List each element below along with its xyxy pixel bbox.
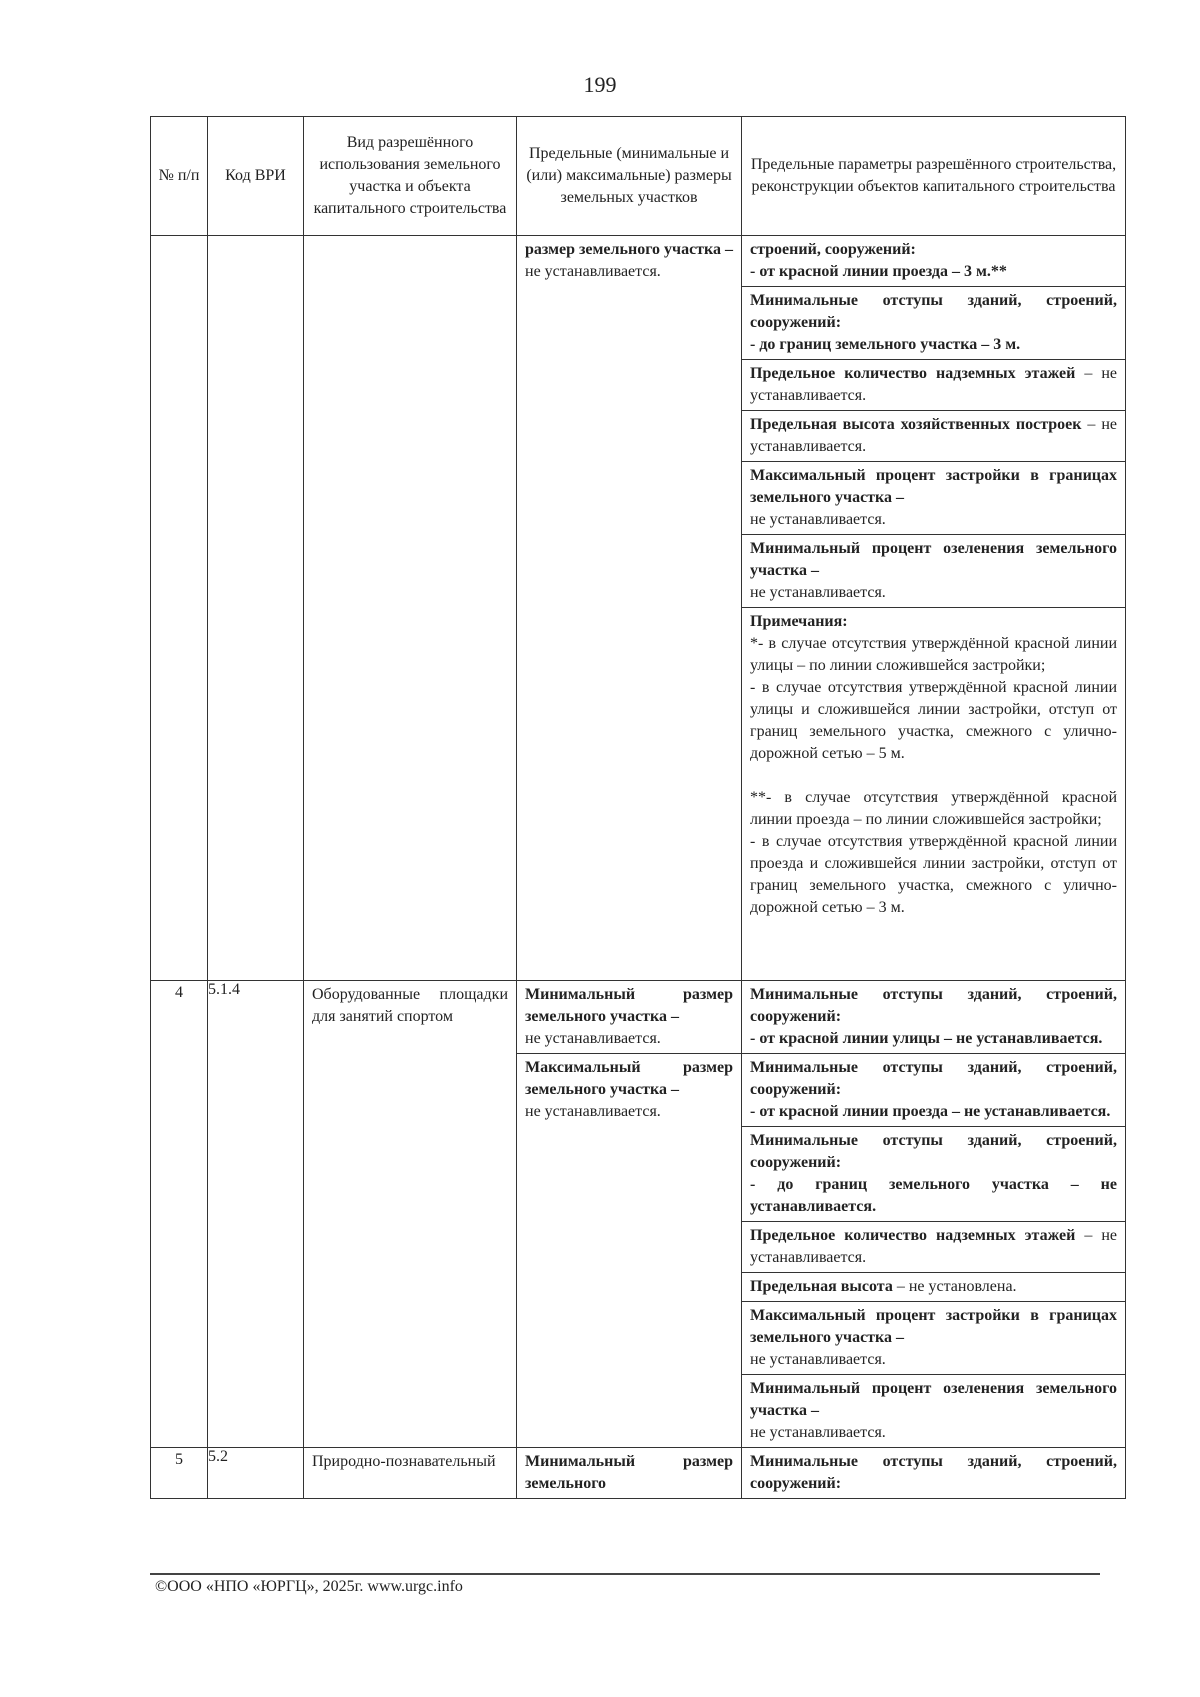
param-block: Предельная высота хозяйственных построек – не устанавливается. bbox=[742, 410, 1125, 461]
row-code: 5.1.4 bbox=[208, 981, 304, 1448]
notes-block bbox=[742, 607, 1125, 922]
max-size-block: Максимальный размер земельного участка – не устанавливается. bbox=[517, 1053, 741, 1126]
footer-copyright: ©ООО «НПО «ЮРГЦ», 2025г. www.urgc.info bbox=[155, 1578, 463, 1595]
table-row bbox=[151, 236, 1126, 981]
header-plot-sizes: Предельные (минимальные и (или) максимальные) размеры земельных участков bbox=[517, 117, 742, 236]
page-number: 199 bbox=[583, 72, 617, 97]
param-block: строений, сооружений: - от красной линии проезда – 3 м.** bbox=[750, 241, 1007, 280]
note-text: **- в случае отсутствия утверждённой красной линии проезда – по линии сложившейся застройки; bbox=[750, 789, 1117, 828]
param-block: Минимальные отступы зданий, строений, сооружений: - от красной линии проезда – не устанавливается. bbox=[742, 1053, 1125, 1126]
parameters-cell bbox=[742, 236, 1126, 981]
row-number: 4 bbox=[151, 981, 208, 1448]
row-number: 5 bbox=[151, 1448, 208, 1499]
plot-size-cell bbox=[517, 981, 742, 1448]
header-number: № п/п bbox=[151, 117, 208, 236]
footer-divider bbox=[150, 1573, 1100, 1575]
param-block: Минимальный процент озеленения земельного участка – не устанавливается. bbox=[742, 1374, 1125, 1447]
note-text: - в случае отсутствия утверждённой красной линии проезда и сложившейся линии застройки, отступ от границ земельного участка, смежного с улично-дорожной сетью – 3 м. bbox=[750, 833, 1117, 916]
param-block: Предельное количество надземных этажей – не устанавливается. bbox=[742, 1221, 1125, 1272]
note-text: - в случае отсутствия утверждённой красной линии улицы и сложившейся линии застройки, отступ от границ земельного участка, смежного с улично-дорожной сетью – 5 м. bbox=[750, 679, 1117, 762]
row-use-type: Природно-познавательный bbox=[304, 1448, 517, 1499]
plot-size-cell: Минимальный размер земельного bbox=[517, 1448, 742, 1499]
row-code: 5.2 bbox=[208, 1448, 304, 1499]
param-block: Предельное количество надземных этажей – не устанавливается. bbox=[742, 359, 1125, 410]
regulations-table bbox=[150, 116, 1126, 1499]
table-row bbox=[151, 1448, 1126, 1499]
plot-size-label: размер земельного участка – bbox=[525, 241, 734, 258]
plot-size-cell bbox=[517, 236, 742, 981]
note-text: *- в случае отсутствия утверждённой красной линии улицы – по линии сложившейся застройки; bbox=[750, 635, 1117, 674]
header-code: Код ВРИ bbox=[208, 117, 304, 236]
notes-title: Примечания: bbox=[750, 613, 848, 630]
param-block: Предельная высота – не установлена. bbox=[742, 1272, 1125, 1301]
min-size-block: Минимальный размер земельного участка – не устанавливается. bbox=[525, 986, 733, 1047]
param-block: Минимальный процент озеленения земельного участка – не устанавливается. bbox=[742, 534, 1125, 607]
parameters-cell: Минимальные отступы зданий, строений, сооружений: bbox=[742, 1448, 1126, 1499]
row-use-type: Оборудованные площадки для занятий спортом bbox=[304, 981, 517, 1448]
header-use-type: Вид разрешённого использования земельного участка и объекта капитального строительства bbox=[304, 117, 517, 236]
param-block: Минимальные отступы зданий, строений, сооружений: - от красной линии улицы – не устанавливается. bbox=[750, 986, 1117, 1047]
param-block: Максимальный процент застройки в границах земельного участка – не устанавливается. bbox=[742, 461, 1125, 534]
param-block: Минимальные отступы зданий, строений, сооружений: - до границ земельного участка – 3 м. bbox=[742, 286, 1125, 359]
param-block: Максимальный процент застройки в границах земельного участка – не устанавливается. bbox=[742, 1301, 1125, 1374]
table-header-row bbox=[151, 117, 1126, 236]
table-row bbox=[151, 981, 1126, 1448]
parameters-cell bbox=[742, 981, 1126, 1448]
param-block: Минимальные отступы зданий, строений, сооружений: - до границ земельного участка – не устанавливается. bbox=[742, 1126, 1125, 1221]
header-parameters: Предельные параметры разрешённого строительства, реконструкции объектов капитального строительства bbox=[742, 117, 1126, 236]
plot-size-value: не устанавливается. bbox=[525, 263, 661, 280]
